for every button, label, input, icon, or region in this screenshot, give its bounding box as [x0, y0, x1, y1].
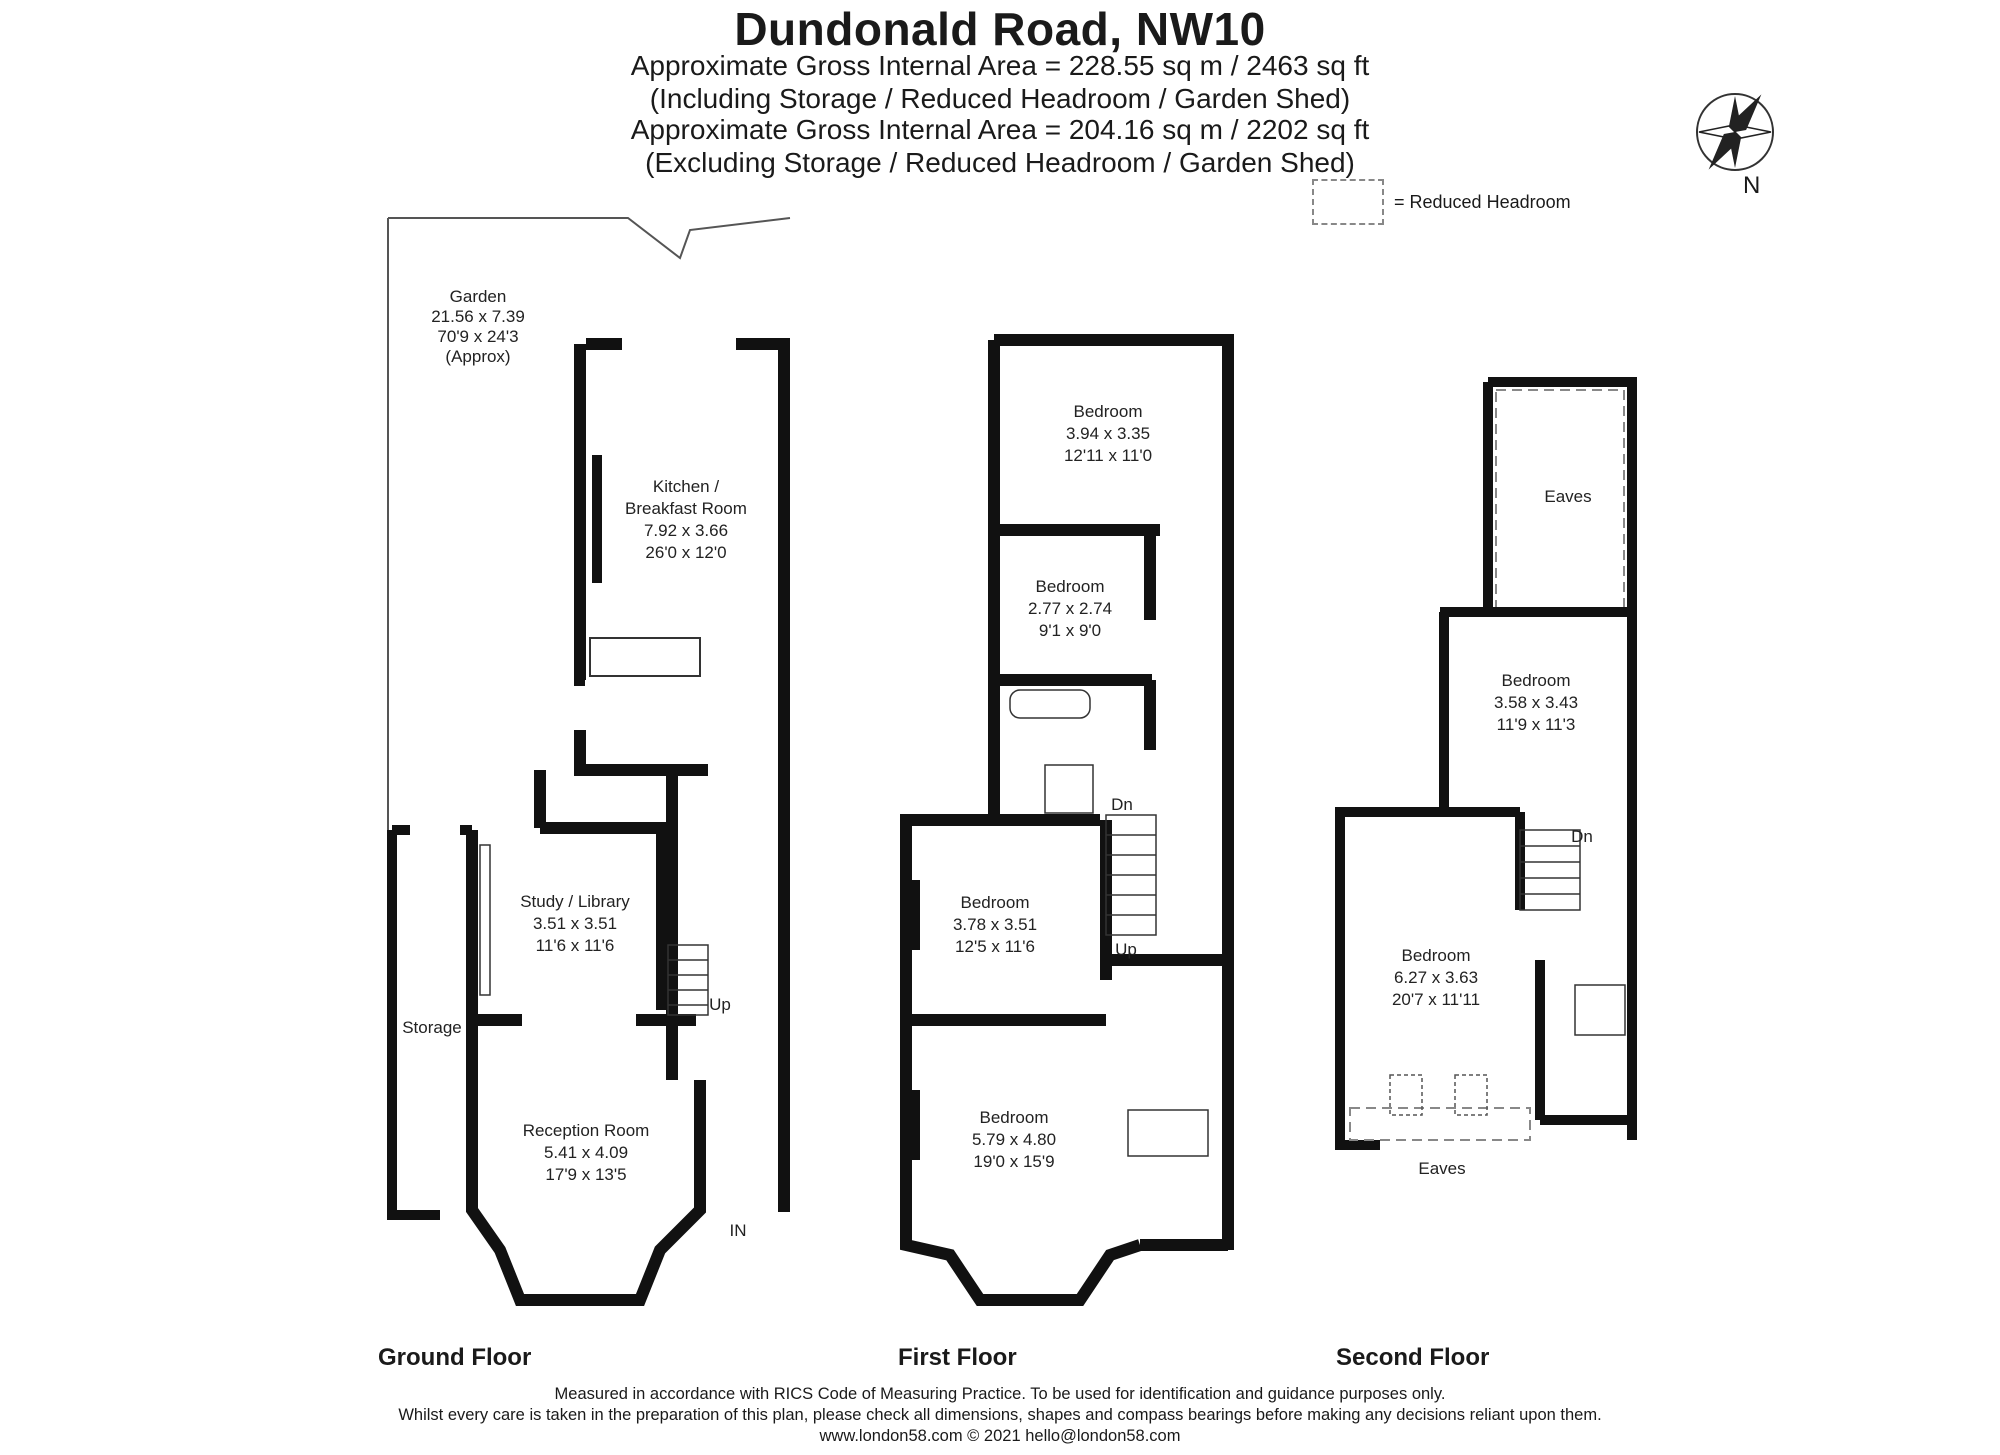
ground-floor-label: Ground Floor: [378, 1344, 532, 1371]
garden-metric: 21.56 x 7.39: [431, 307, 525, 326]
kitchen-metric: 7.92 x 3.66: [643, 521, 729, 540]
area-including: Approximate Gross Internal Area = 228.55 sq m / 2463 sq ft: [630, 50, 1370, 81]
s-bed2-metric: 6.27 x 3.63: [1393, 968, 1479, 987]
study-imperial: 11'6 x 11'6: [535, 936, 615, 955]
garden-imperial: 70'9 x 24'3: [437, 327, 519, 346]
f-bed2-name: Bedroom: [1035, 577, 1105, 596]
entrance-in: IN: [729, 1221, 747, 1240]
s-bed1-metric: 3.58 x 3.43: [1493, 693, 1579, 712]
f-bed2-imperial: 9'1 x 9'0: [1038, 621, 1102, 640]
footer-line2: Whilst every care is taken in the preparation of this plan, please check all dimensions, shapes and compass bearings before making any decisions reliant upon them.: [398, 1406, 1602, 1424]
study-metric: 3.51 x 3.51: [532, 914, 618, 933]
reception-imperial: 17'9 x 13'5: [545, 1165, 627, 1184]
s-bed1-imperial: 11'9 x 11'3: [1496, 715, 1576, 734]
f-bed1-name: Bedroom: [1073, 402, 1143, 421]
reception-name: Reception Room: [522, 1121, 650, 1140]
footer-line3: www.london58.com © 2021 hello@london58.com: [819, 1427, 1181, 1445]
storage-name: Storage: [402, 1018, 462, 1037]
s-bed2-imperial: 20'7 x 11'11: [1391, 990, 1481, 1009]
s-bed2-name: Bedroom: [1401, 946, 1471, 965]
footer-line1: Measured in accordance with RICS Code of Measuring Practice. To be used for identification and guidance purposes only.: [554, 1385, 1446, 1403]
kitchen-name2: Breakfast Room: [625, 499, 747, 518]
second-dn: Dn: [1571, 827, 1593, 846]
first-dn: Dn: [1111, 795, 1133, 814]
compass-north-label: N: [1743, 172, 1761, 199]
f-bed3-name: Bedroom: [960, 893, 1030, 912]
reception-metric: 5.41 x 4.09: [543, 1143, 629, 1162]
footer: [0, 1384, 2000, 1447]
eaves-top-label: Eaves: [1544, 487, 1592, 506]
first-floor-label: First Floor: [898, 1344, 1017, 1371]
f-bed4-metric: 5.79 x 4.80: [971, 1130, 1057, 1149]
s-bed1-name: Bedroom: [1501, 671, 1571, 690]
ground-up: Up: [709, 995, 731, 1014]
first-up: Up: [1115, 940, 1137, 959]
compass-icon: [1697, 90, 1773, 175]
f-bed2-metric: 2.77 x 2.74: [1027, 599, 1113, 618]
f-bed3-imperial: 12'5 x 11'6: [955, 937, 1035, 956]
f-bed1-metric: 3.94 x 3.35: [1065, 424, 1151, 443]
bath-icon: [1010, 690, 1090, 718]
f-bed4-imperial: 19'0 x 15'9: [973, 1152, 1055, 1171]
area-including-note: (Including Storage / Reduced Headroom / Garden Shed): [649, 83, 1351, 114]
first-floor-stairs: [1106, 815, 1156, 935]
kitchen-imperial: 26'0 x 12'0: [645, 543, 727, 562]
garden-name: Garden: [449, 287, 507, 306]
shower-icon: [1045, 765, 1093, 813]
area-excluding-note: (Excluding Storage / Reduced Headroom / Garden Shed): [645, 147, 1355, 178]
area-excluding: Approximate Gross Internal Area = 204.16 sq m / 2202 sq ft: [630, 114, 1370, 145]
study-name: Study / Library: [520, 892, 630, 911]
kitchen-name1: Kitchen /: [652, 477, 720, 496]
garden-note: (Approx): [445, 347, 511, 366]
f-bed1-imperial: 12'11 x 11'0: [1063, 446, 1153, 465]
f-bed4-name: Bedroom: [979, 1108, 1049, 1127]
kitchen-worktop: [590, 638, 700, 676]
second-floor-label: Second Floor: [1336, 1344, 1490, 1371]
f-bed3-metric: 3.78 x 3.51: [952, 915, 1038, 934]
plan-title: Dundonald Road, NW10: [734, 3, 1266, 55]
first-floor-plan: [900, 340, 1228, 1300]
garden-outline: [388, 218, 790, 258]
eaves-bottom-label: Eaves: [1418, 1159, 1466, 1178]
legend-label: = Reduced Headroom: [1394, 191, 1571, 212]
